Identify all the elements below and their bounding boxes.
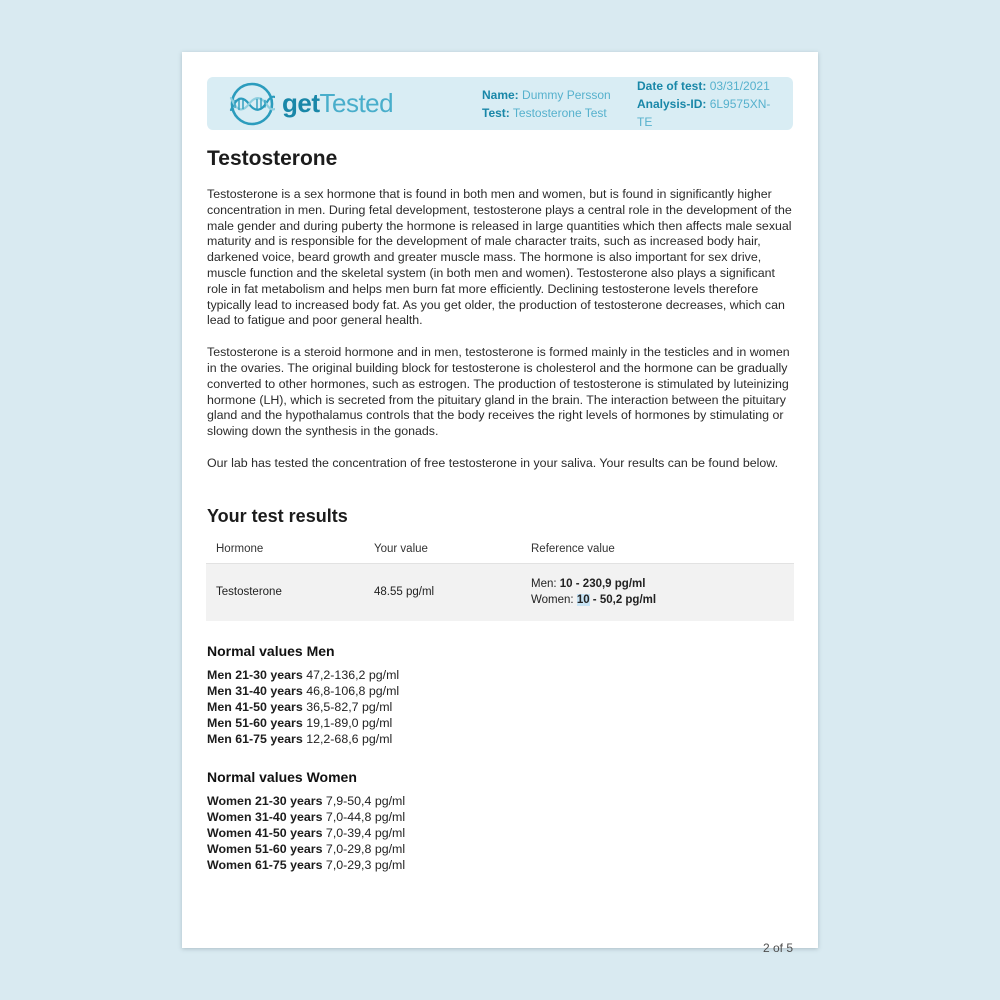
list-item — [207, 793, 793, 809]
intro-paragraph-3: Our lab has tested the concentration of free testosterone in your saliva. Your results can be found below. — [207, 455, 779, 470]
range-label: Women 21-30 years — [207, 793, 323, 808]
reference-women-value: - 50,2 pg/ml — [589, 594, 657, 607]
range-label: Men 61-75 years — [207, 731, 303, 746]
result-hormone: Testosterone — [216, 586, 282, 599]
normal-values-men-list — [207, 667, 793, 747]
analysis-id-label: Analysis-ID: — [637, 96, 707, 111]
date-row — [637, 77, 779, 95]
logo-text-get: get — [282, 88, 320, 118]
column-header-your-value: Your value — [374, 542, 428, 555]
name-value: Dummy Persson — [522, 87, 611, 102]
reference-women-label: Women: — [531, 594, 574, 607]
range-label: Men 41-50 years — [207, 699, 303, 714]
range-label: Men 21-30 years — [207, 667, 303, 682]
range-label: Men 51-60 years — [207, 715, 303, 730]
range-label: Women 51-60 years — [207, 841, 323, 856]
logo-wordmark — [282, 88, 393, 119]
reference-women-highlighted-value: 10 — [576, 594, 590, 607]
column-header-hormone: Hormone — [216, 542, 264, 555]
test-value: Testosterone Test — [512, 105, 607, 120]
range-value: 46,8-106,8 pg/ml — [302, 683, 400, 698]
date-value: 03/31/2021 — [709, 78, 770, 93]
test-row — [482, 104, 637, 122]
result-reference — [531, 576, 784, 608]
report-page — [182, 52, 818, 955]
normal-values-women-list — [207, 793, 793, 873]
analysis-id-row — [637, 95, 779, 131]
normal-values-men-heading: Normal values Men — [207, 642, 335, 659]
report-header — [207, 77, 793, 130]
normal-values-women-heading: Normal values Women — [207, 768, 357, 785]
range-value: 19,1-89,0 pg/ml — [302, 715, 393, 730]
list-item — [207, 809, 793, 825]
date-label: Date of test: — [637, 78, 707, 93]
range-value: 7,9-50,4 pg/ml — [322, 793, 406, 808]
result-row-testosterone — [206, 564, 794, 621]
list-item — [207, 683, 793, 699]
reference-women — [531, 592, 784, 608]
range-value: 7,0-39,4 pg/ml — [322, 825, 406, 840]
range-label: Women 41-50 years — [207, 825, 323, 840]
page-number: 2 of 5 — [762, 941, 793, 955]
range-value: 12,2-68,6 pg/ml — [302, 731, 393, 746]
list-item — [207, 857, 793, 873]
page-title: Testosterone — [207, 147, 338, 170]
results-table — [206, 537, 794, 621]
test-label: Test: — [482, 105, 510, 120]
intro-paragraph-1: Testosterone is a sex hormone that is found in both men and women, but is found in significantly higher concentration in men. During fetal development, testosterone plays a central role in the development of the male gender and during puberty the hormone is released in large quantities which then affects male sexual maturity and is responsible for the development of male character traits, such as increased body hair, darkened voice, beard growth and greater muscle mass. The hormone is also important for sex drive, muscle function and the skeletal system (in both men and women). Testosterone also plays a significant role in fat metabolism and helps men burn fat more efficiently. Declining testosterone levels therefore typically lead to increased body fat. As you get older, the production of testosterone decreases, which can lead to fatigue and poor general health. — [207, 187, 792, 328]
list-item — [207, 731, 793, 747]
range-value: 7,0-44,8 pg/ml — [322, 809, 406, 824]
list-item — [207, 699, 793, 715]
range-value: 47,2-136,2 pg/ml — [302, 667, 400, 682]
range-value: 7,0-29,8 pg/ml — [322, 841, 406, 856]
column-header-reference-value: Reference value — [531, 542, 615, 555]
list-item — [207, 715, 793, 731]
name-label: Name: — [482, 87, 519, 102]
analysis-id-value: 6L9575XN-TE — [637, 96, 771, 129]
list-item — [207, 825, 793, 841]
reference-men-label: Men: — [531, 578, 557, 591]
list-item — [207, 667, 793, 683]
range-value: 36,5-82,7 pg/ml — [302, 699, 393, 714]
intro-paragraph-2: Testosterone is a steroid hormone and in men, testosterone is formed mainly in the testicles and in women in the ovaries. The original building block for testosterone is cholesterol and the hormone can be gradually converted to other hormones, such as estrogen. The production of testosterone is stimulated by luteinizing hormone (LH), which is secreted from the pituitary gland in the brain. The interaction between the pituitary gland and the hypothalamus controls that the body receives the right levels of hormones by stimulating or slowing down the synthesis in the gonads. — [207, 345, 790, 439]
result-your-value: 48.55 pg/ml — [374, 586, 435, 599]
results-heading: Your test results — [207, 505, 348, 526]
results-table-header — [206, 537, 794, 564]
range-label: Men 31-40 years — [207, 683, 303, 698]
reference-men-value: 10 - 230,9 pg/ml — [559, 578, 646, 591]
range-label: Women 31-40 years — [207, 809, 323, 824]
range-label: Women 61-75 years — [207, 857, 323, 872]
test-meta-info — [637, 77, 779, 131]
patient-name-row — [482, 86, 637, 104]
reference-men — [531, 576, 784, 592]
list-item — [207, 841, 793, 857]
logo-text-tested: Tested — [319, 88, 394, 118]
patient-info — [482, 86, 637, 122]
range-value: 7,0-29,3 pg/ml — [322, 857, 406, 872]
dna-logo-icon — [229, 81, 275, 127]
gettested-logo — [229, 81, 482, 127]
